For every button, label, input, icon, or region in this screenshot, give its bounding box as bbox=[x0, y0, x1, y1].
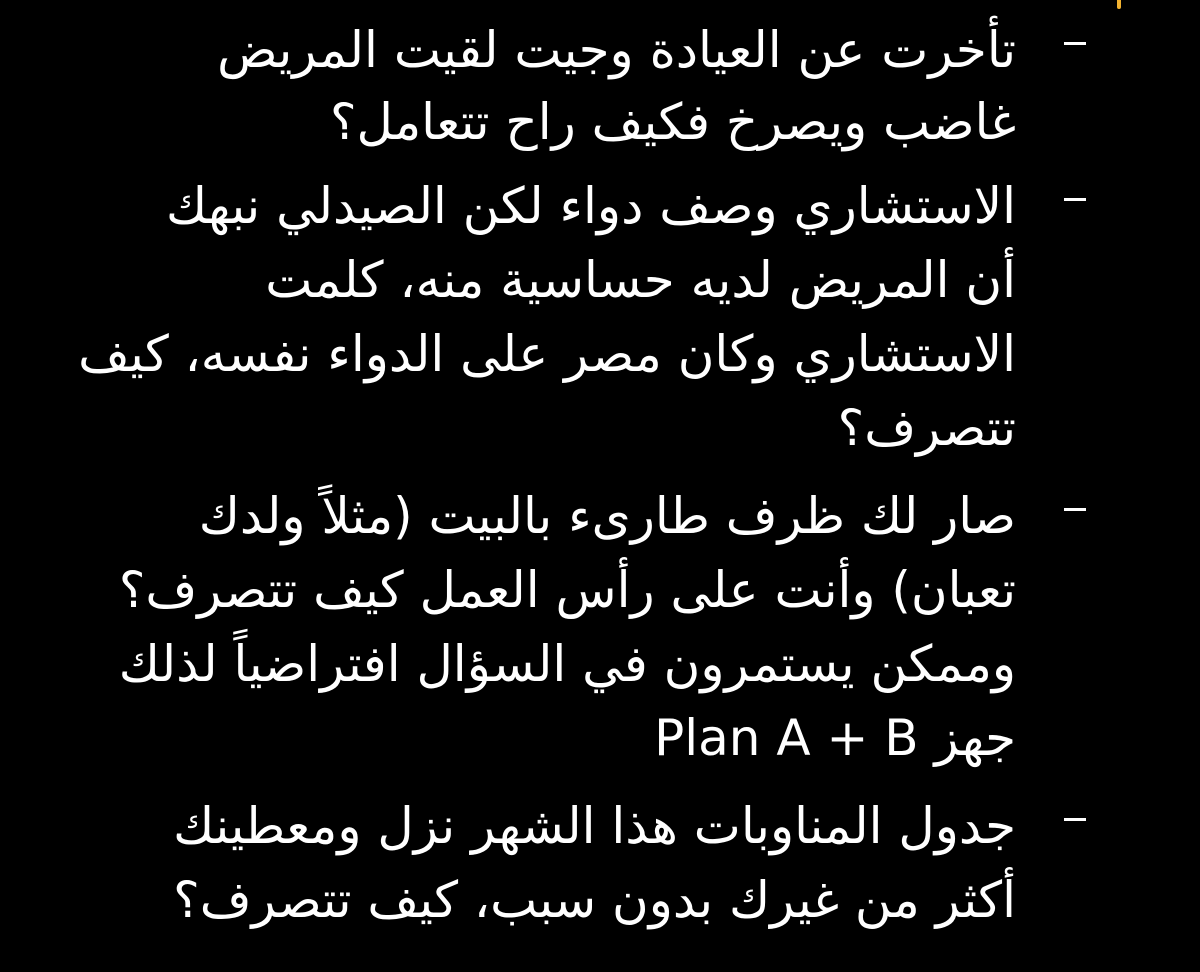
list-item-line: تعبان) وأنت على رأس العمل كيف تتصرف؟ bbox=[118, 561, 1016, 619]
list-item-line: جهز bbox=[934, 709, 1016, 767]
list-dash-marker bbox=[1064, 198, 1086, 201]
list-item-line: أن المريض لديه حساسية منه، كلمت bbox=[265, 251, 1016, 309]
list-item-line: وممكن يستمرون في السؤال افتراضياً لذلك bbox=[118, 635, 1016, 693]
list-item-line: الاستشاري وكان مصر على الدواء نفسه، كيف bbox=[78, 325, 1016, 383]
list-item-line: أكثر من غيرك بدون سبب، كيف تتصرف؟ bbox=[173, 871, 1016, 929]
list-item-line: تتصرف؟ bbox=[837, 399, 1016, 457]
list-item-line-last bbox=[654, 702, 1016, 774]
list-dash-marker bbox=[1064, 508, 1086, 511]
list-dash-marker bbox=[1064, 818, 1086, 821]
list-item-line: الاستشاري وصف دواء لكن الصيدلي نبهك bbox=[166, 177, 1016, 235]
plan-label: Plan A + B bbox=[654, 709, 919, 767]
list-item-line: جدول المناوبات هذا الشهر نزل ومعطينك bbox=[173, 797, 1016, 855]
list-dash-marker bbox=[1064, 42, 1086, 45]
list-item-line: تأخرت عن العيادة وجيت لقيت المريض bbox=[217, 21, 1016, 79]
list-item-line: صار لك ظرف طارىء بالبيت (مثلاً ولدك bbox=[198, 487, 1016, 545]
list-item-line: غاضب ويصرخ فكيف راح تتعامل؟ bbox=[329, 93, 1016, 151]
